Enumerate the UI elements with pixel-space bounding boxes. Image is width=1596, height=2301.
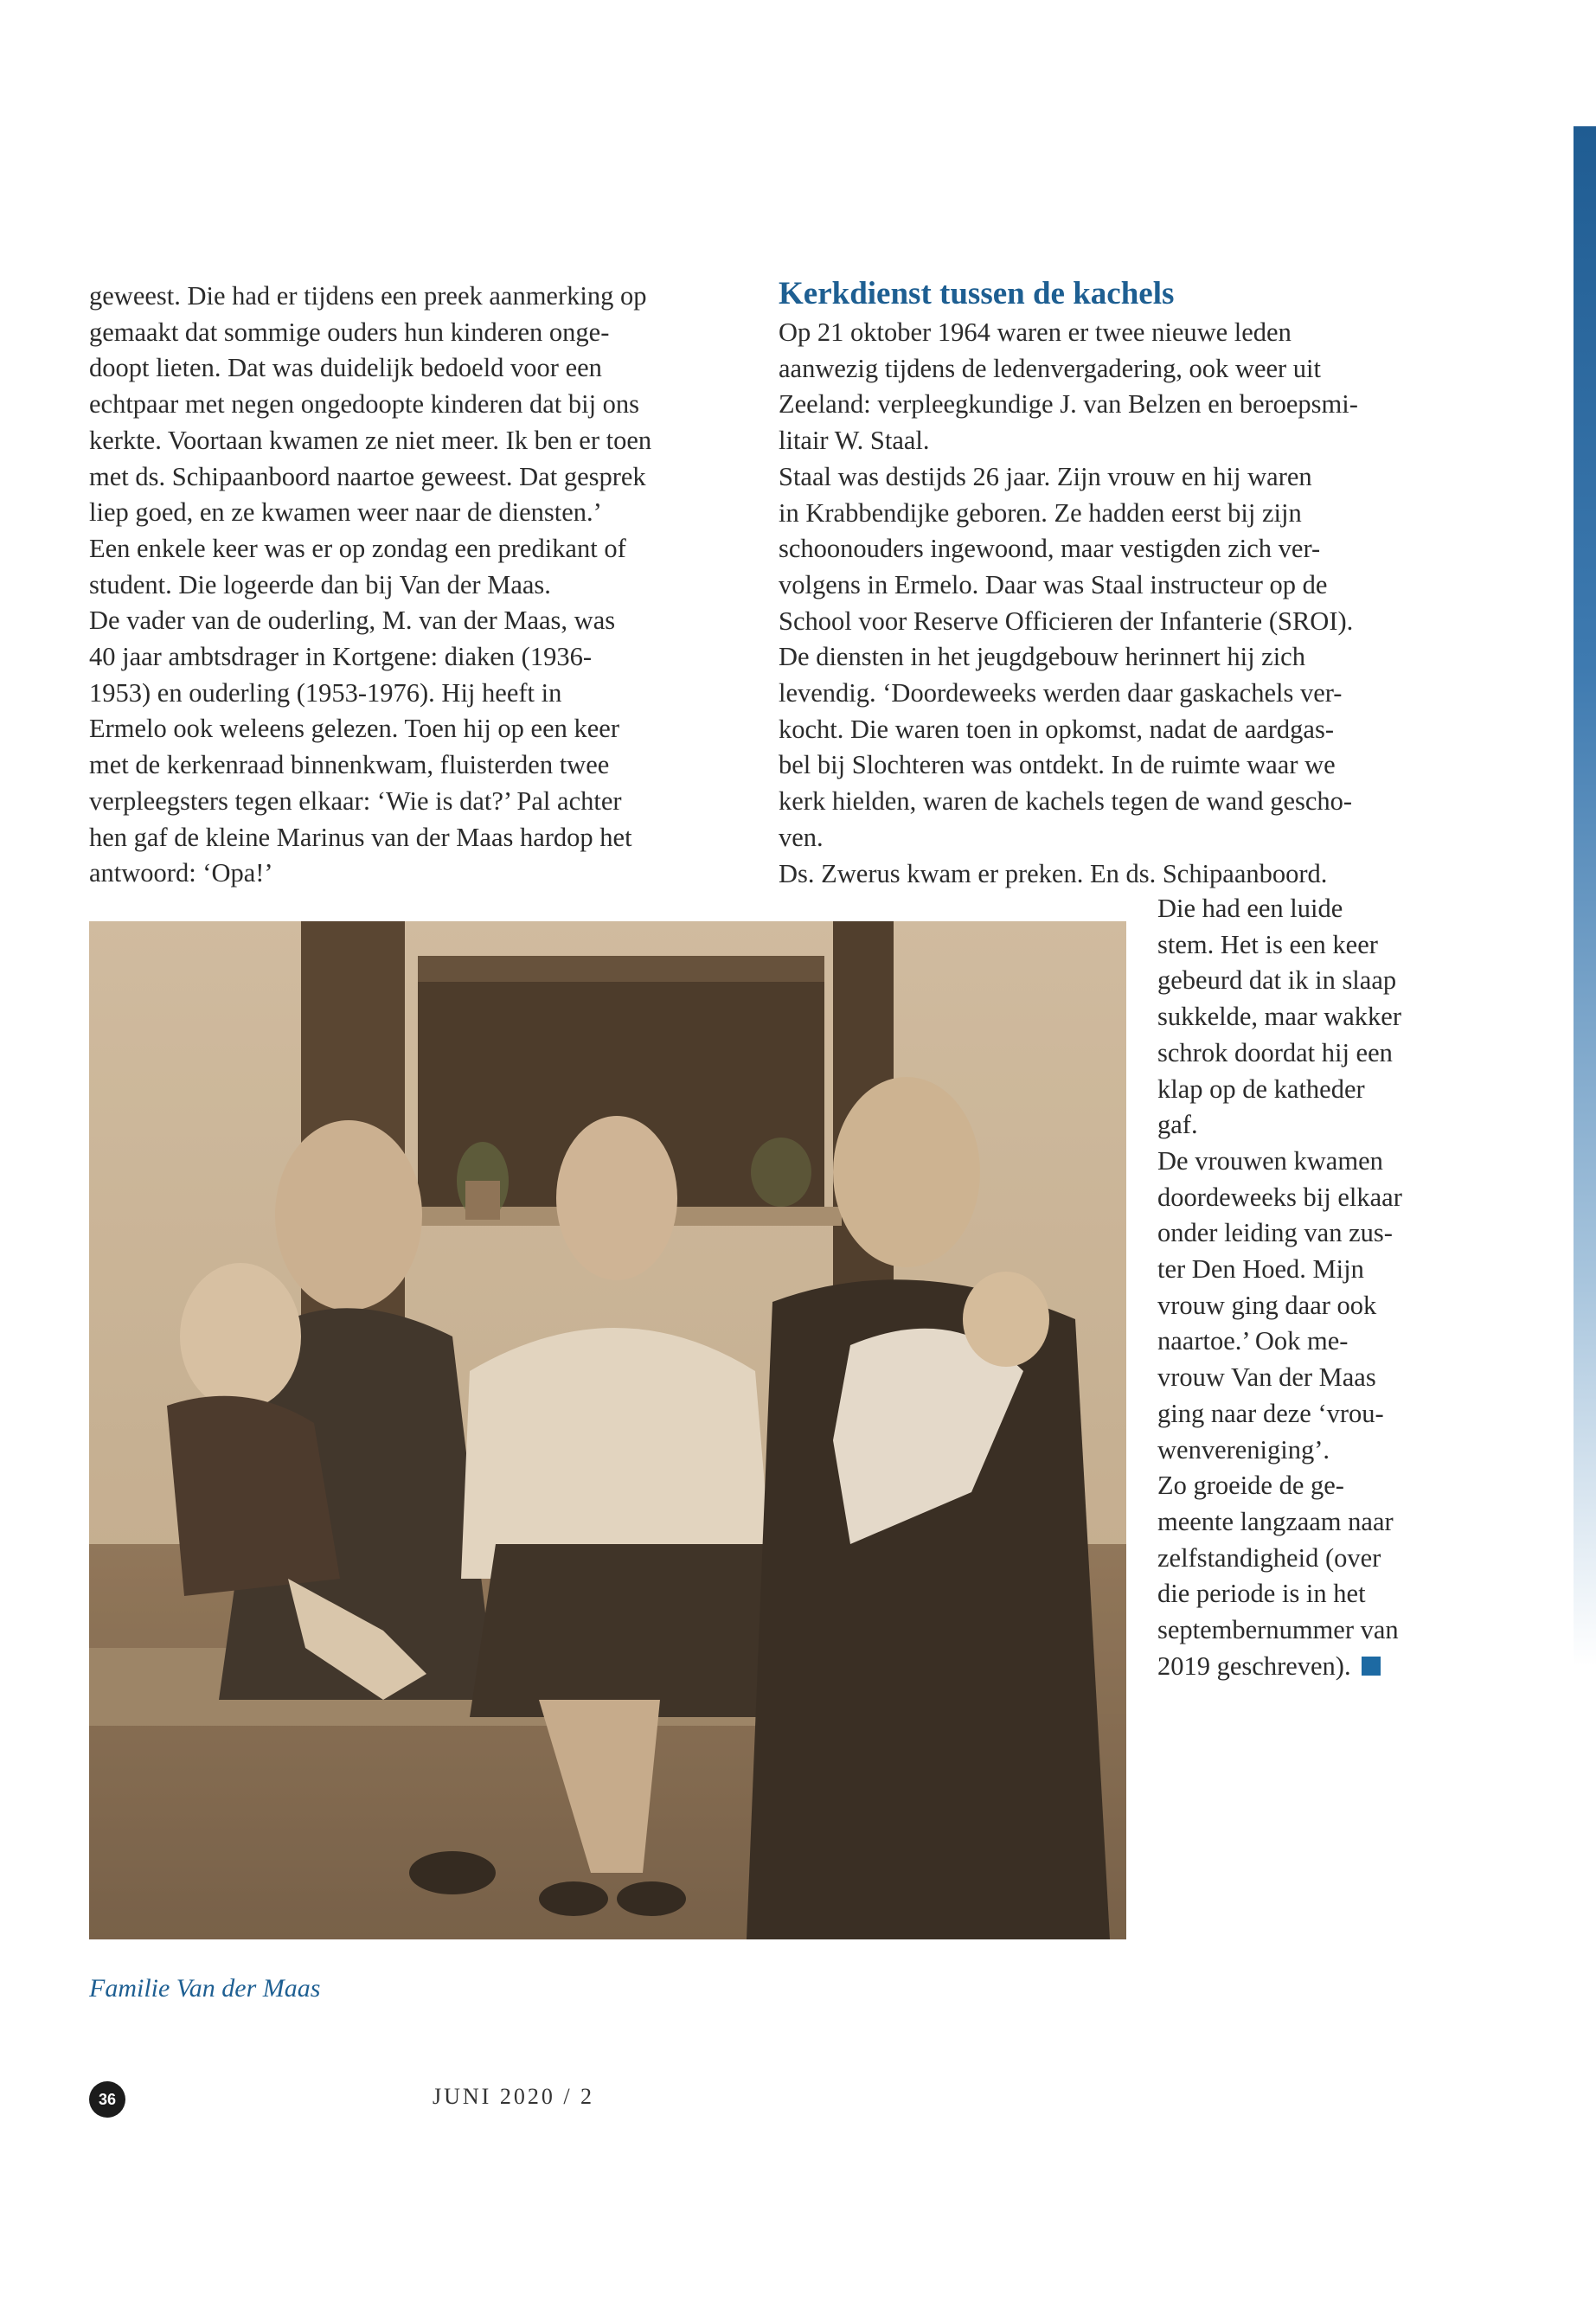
text-line: Een enkele keer was er op zondag een predikant of — [89, 533, 626, 563]
text-line: bel bij Slochteren was ontdekt. In de ruimte waar we — [779, 750, 1336, 780]
text-line: kerk hielden, waren de kachels tegen de wand gescho- — [779, 786, 1353, 817]
text-line: klap op de katheder — [1157, 1074, 1365, 1104]
text-line: naartoe.’ Ook me- — [1157, 1326, 1349, 1356]
text-line: De vrouwen kwamen — [1157, 1145, 1383, 1176]
issue-label: JUNI 2020 / 2 — [433, 2084, 595, 2109]
right-column-body — [779, 315, 1436, 892]
text-line: kerkte. Voortaan kwamen ze niet meer. Ik ben er toen — [89, 425, 652, 455]
family-photo — [89, 921, 1126, 1939]
text-line: De vader van de ouderling, M. van der Maas, was — [89, 606, 616, 636]
text-line: vrouw ging daar ook — [1157, 1290, 1377, 1320]
text-line: gemaakt dat sommige ouders hun kinderen onge- — [89, 317, 610, 347]
text-line: Op 21 oktober 1964 waren er twee nieuwe leden — [779, 317, 1292, 347]
text-line: gebeurd dat ik in slaap — [1157, 965, 1397, 996]
text-line: Die had een luide — [1157, 894, 1343, 923]
text-line: in Krabbendijke geboren. Ze hadden eerst bij zijn — [779, 497, 1302, 528]
photo-caption: Familie Van der Maas — [89, 1974, 321, 2003]
text-line: die periode is in het — [1157, 1579, 1366, 1609]
right-text-column — [779, 275, 1436, 892]
text-line: kocht. Die waren toen in opkomst, nadat de aardgas- — [779, 714, 1334, 744]
family-photo-illustration — [89, 921, 1126, 1939]
text-line — [1157, 1649, 1443, 1685]
right-wrap-column — [1157, 891, 1443, 1684]
text-line: echtpaar met negen ongedoopte kinderen dat bij ons — [89, 389, 640, 420]
text-line: volgens in Ermelo. Daar was Staal instructeur op de — [779, 569, 1328, 599]
text-line-content: 2019 geschreven). — [1157, 1650, 1351, 1681]
text-line: liep goed, en ze kwamen weer naar de diensten.’ — [89, 497, 602, 528]
text-line: geweest. Die had er tijdens een preek aanmerking op — [89, 281, 647, 311]
page-number-badge: 36 — [89, 2081, 125, 2118]
text-line: ter Den Hoed. Mijn — [1157, 1254, 1364, 1285]
text-line: schoonouders ingewoond, maar vestigden zich ver- — [779, 534, 1321, 564]
text-line: ven. — [779, 822, 824, 852]
section-heading: Kerkdienst tussen de kachels — [779, 276, 1175, 311]
text-line: Zo groeide de ge- — [1157, 1471, 1344, 1501]
text-line: verpleegsters tegen elkaar: ‘Wie is dat?’ Pal achter — [89, 785, 622, 816]
text-line: zelfstandigheid (over — [1157, 1542, 1381, 1573]
left-text-column — [89, 279, 738, 892]
text-line: septembernummer van — [1157, 1615, 1399, 1645]
text-line: doordeweeks bij elkaar — [1157, 1182, 1402, 1212]
text-line: De diensten in het jeugdgebouw herinnert hij zich — [779, 642, 1305, 672]
text-line: wenvereniging’. — [1157, 1434, 1330, 1465]
text-line: met ds. Schipaanboord naartoe geweest. Dat gesprek — [89, 461, 646, 491]
text-line: student. Die logeerde dan bij Van der Maas. — [89, 569, 551, 599]
text-line: Staal was destijds 26 jaar. Zijn vrouw en hij waren — [779, 461, 1312, 491]
text-line: Zeeland: verpleegkundige J. van Belzen en beroepsmi- — [779, 389, 1358, 420]
text-line: met de kerkenraad binnenkwam, fluisterden twee — [89, 750, 610, 780]
text-line: 1953) en ouderling (1953-1976). Hij heeft in — [89, 677, 562, 708]
text-line: levendig. ‘Doordeweeks werden daar gaskachels ver- — [779, 678, 1343, 708]
text-line: Ermelo ook weleens gelezen. Toen hij op een keer — [89, 714, 619, 744]
text-line: vrouw Van der Maas — [1157, 1362, 1376, 1393]
text-line: ging naar deze ‘vrou- — [1157, 1398, 1384, 1428]
text-line: gaf. — [1157, 1110, 1198, 1140]
text-line: litair W. Staal. — [779, 426, 930, 456]
text-line: Ds. Zwerus kwam er preken. En ds. Schipaanboord. — [779, 858, 1328, 888]
text-line: antwoord: ‘Opa!’ — [89, 858, 273, 888]
text-line: doopt lieten. Dat was duidelijk bedoeld voor een — [89, 353, 602, 383]
text-line: onder leiding van zus- — [1157, 1218, 1393, 1248]
text-line: schrok doordat hij een — [1157, 1037, 1393, 1067]
text-line: 40 jaar ambtsdrager in Kortgene: diaken (1936- — [89, 642, 592, 672]
text-line: School voor Reserve Officieren der Infanterie (SROI). — [779, 606, 1354, 636]
text-line: aanwezig tijdens de ledenvergadering, ook weer uit — [779, 353, 1321, 383]
text-line: hen gaf de kleine Marinus van der Maas hardop het — [89, 822, 632, 852]
page-edge-accent-bar — [1574, 126, 1596, 1666]
text-line: sukkelde, maar wakker — [1157, 1002, 1402, 1032]
end-of-article-square-icon — [1362, 1657, 1381, 1676]
text-line: meente langzaam naar — [1157, 1506, 1394, 1536]
text-line: stem. Het is een keer — [1157, 929, 1378, 959]
